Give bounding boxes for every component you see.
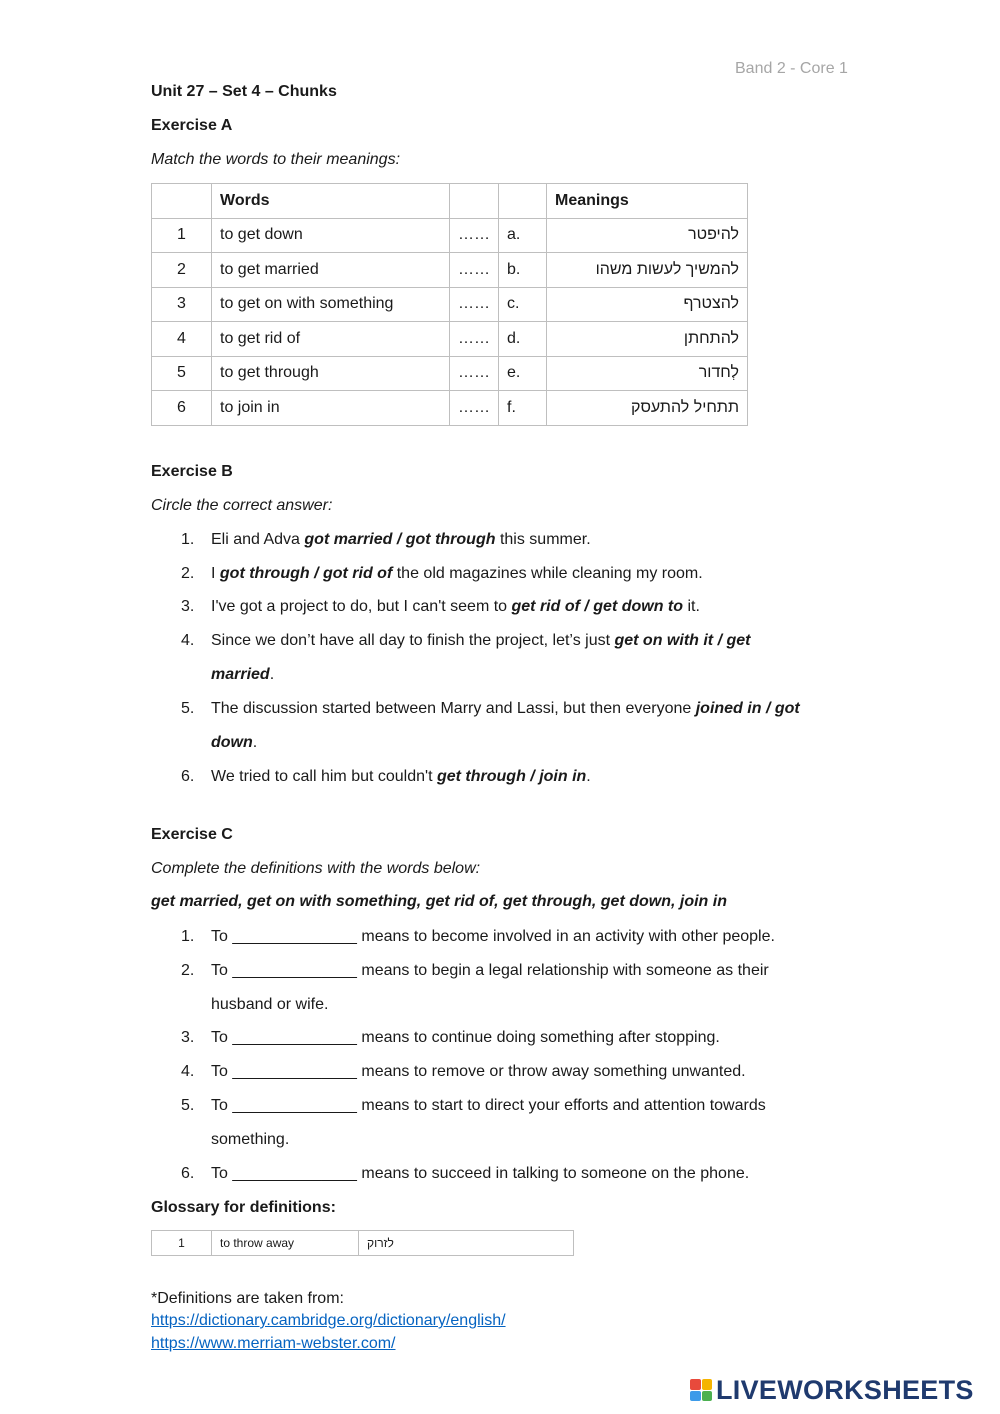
answer-choice[interactable]: got through / got rid of — [219, 565, 393, 582]
exercise-b-item: Since we don’t have all day to finish the project, let’s just get on with it / get — [211, 632, 751, 649]
word-cell: to get down — [212, 218, 450, 253]
list-number: 2. — [181, 565, 195, 582]
meaning-letter: e. — [499, 356, 547, 391]
words-header: Words — [212, 184, 450, 219]
answer-choice[interactable]: down — [211, 734, 253, 751]
list-number: 4. — [181, 1063, 195, 1080]
meaning-letter: b. — [499, 253, 547, 288]
row-number: 5 — [152, 356, 212, 391]
list-number: 1. — [181, 928, 195, 945]
row-number: 6 — [152, 391, 212, 426]
exercise-b-item: We tried to call him but couldn't get through / join in. — [211, 768, 591, 785]
answer-blank[interactable]: …… — [450, 218, 499, 253]
header-band-label: Band 2 - Core 1 — [735, 60, 848, 77]
table-row — [152, 1231, 574, 1256]
word-cell: to get on with something — [212, 287, 450, 322]
logo-square-blue — [690, 1391, 701, 1402]
liveworksheets-wordmark: LIVEWORKSHEETS — [716, 1374, 974, 1405]
list-number: 2. — [181, 962, 195, 979]
meaning-letter: f. — [499, 391, 547, 426]
word-cell: to get through — [212, 356, 450, 391]
answer-blank[interactable]: …… — [450, 287, 499, 322]
word-cell: to get rid of — [212, 322, 450, 357]
exercise-b-instruction: Circle the correct answer: — [151, 497, 333, 514]
matching-table — [151, 183, 748, 426]
answer-choice[interactable]: get on with it / get — [614, 632, 751, 649]
exercise-b-item-continued: married. — [211, 666, 275, 683]
table-header-row — [152, 184, 748, 219]
meaning-cell: להמשיך לעשות משהו — [547, 253, 748, 288]
list-number: 5. — [181, 700, 195, 717]
exercise-b-item-continued: down. — [211, 734, 258, 751]
meaning-cell: להצטרף — [547, 287, 748, 322]
table-row — [152, 391, 748, 426]
list-number: 6. — [181, 1165, 195, 1182]
meaning-letter: a. — [499, 218, 547, 253]
definition-item-continued: something. — [211, 1131, 290, 1148]
answer-blank[interactable]: …… — [450, 253, 499, 288]
meaning-letter: c. — [499, 287, 547, 322]
meaning-cell: לזרוק — [359, 1231, 574, 1256]
meaning-cell: להיפטר — [547, 218, 748, 253]
word-cell: to get married — [212, 253, 450, 288]
list-number: 5. — [181, 1097, 195, 1114]
exercise-c-title: Exercise C — [151, 826, 233, 843]
meaning-cell: להתחתן — [547, 322, 748, 357]
definition-item[interactable]: To ______________ means to begin a legal relationship with someone as their — [211, 962, 769, 979]
row-number: 1 — [152, 1231, 212, 1256]
row-number: 2 — [152, 253, 212, 288]
sources-note: *Definitions are taken from: — [151, 1290, 344, 1307]
row-number: 3 — [152, 287, 212, 322]
answer-blank[interactable]: …… — [450, 391, 499, 426]
answer-choice[interactable]: get through / join in — [436, 768, 587, 785]
table-row — [152, 322, 748, 357]
exercise-b-item: I've got a project to do, but I can't seem to get rid of / get down to it. — [211, 598, 700, 615]
exercise-c-instruction: Complete the definitions with the words below: — [151, 860, 481, 877]
table-row — [152, 356, 748, 391]
answer-choice[interactable]: got married / got through — [304, 531, 496, 548]
liveworksheets-icon — [690, 1379, 712, 1401]
answer-choice[interactable]: get rid of / get down to — [511, 598, 684, 615]
logo-square-red — [690, 1379, 701, 1390]
meanings-header: Meanings — [547, 184, 748, 219]
word-cell: to join in — [212, 391, 450, 426]
merriam-webster-link[interactable]: https://www.merriam-webster.com/ — [151, 1335, 396, 1352]
list-number: 1. — [181, 531, 195, 548]
definition-item[interactable]: To ______________ means to succeed in talking to someone on the phone. — [211, 1165, 750, 1182]
table-row — [152, 253, 748, 288]
glossary-title: Glossary for definitions: — [151, 1199, 336, 1216]
definition-item[interactable]: To ______________ means to continue doing something after stopping. — [211, 1029, 720, 1046]
exercise-b-item: Eli and Adva got married / got through this summer. — [211, 531, 591, 548]
meaning-letter: d. — [499, 322, 547, 357]
word-bank: get married, get on with something, get rid of, get through, get down, join in — [151, 893, 727, 910]
exercise-a-title: Exercise A — [151, 117, 233, 134]
meaning-cell: תתחיל להתעסק — [547, 391, 748, 426]
exercise-a-instruction: Match the words to their meanings: — [151, 151, 401, 168]
unit-title: Unit 27 – Set 4 – Chunks — [151, 83, 337, 100]
exercise-b-title: Exercise B — [151, 463, 233, 480]
answer-blank[interactable]: …… — [450, 356, 499, 391]
meaning-cell: לְחדור — [547, 356, 748, 391]
definition-item-continued: husband or wife. — [211, 996, 329, 1013]
answer-blank[interactable]: …… — [450, 322, 499, 357]
definition-item[interactable]: To ______________ means to start to direct your efforts and attention towards — [211, 1097, 766, 1114]
list-number: 3. — [181, 1029, 195, 1046]
liveworksheets-logo — [690, 1375, 974, 1405]
word-cell: to throw away — [212, 1231, 359, 1256]
cambridge-link[interactable]: https://dictionary.cambridge.org/dictionary/english/ — [151, 1312, 506, 1329]
list-number: 3. — [181, 598, 195, 615]
logo-square-green — [702, 1391, 713, 1402]
definition-item[interactable]: To ______________ means to become involved in an activity with other people. — [211, 928, 775, 945]
list-number: 6. — [181, 768, 195, 785]
row-number: 4 — [152, 322, 212, 357]
answer-choice[interactable]: joined in / got — [695, 700, 800, 717]
answer-choice[interactable]: married — [211, 666, 270, 683]
table-row — [152, 218, 748, 253]
row-number: 1 — [152, 218, 212, 253]
logo-square-yellow — [702, 1379, 713, 1390]
list-number: 4. — [181, 632, 195, 649]
exercise-b-item: The discussion started between Marry and Lassi, but then everyone joined in / got — [211, 700, 800, 717]
definition-item[interactable]: To ______________ means to remove or throw away something unwanted. — [211, 1063, 746, 1080]
glossary-table — [151, 1230, 574, 1256]
exercise-b-item: I got through / got rid of the old magazines while cleaning my room. — [211, 565, 703, 582]
table-row — [152, 287, 748, 322]
